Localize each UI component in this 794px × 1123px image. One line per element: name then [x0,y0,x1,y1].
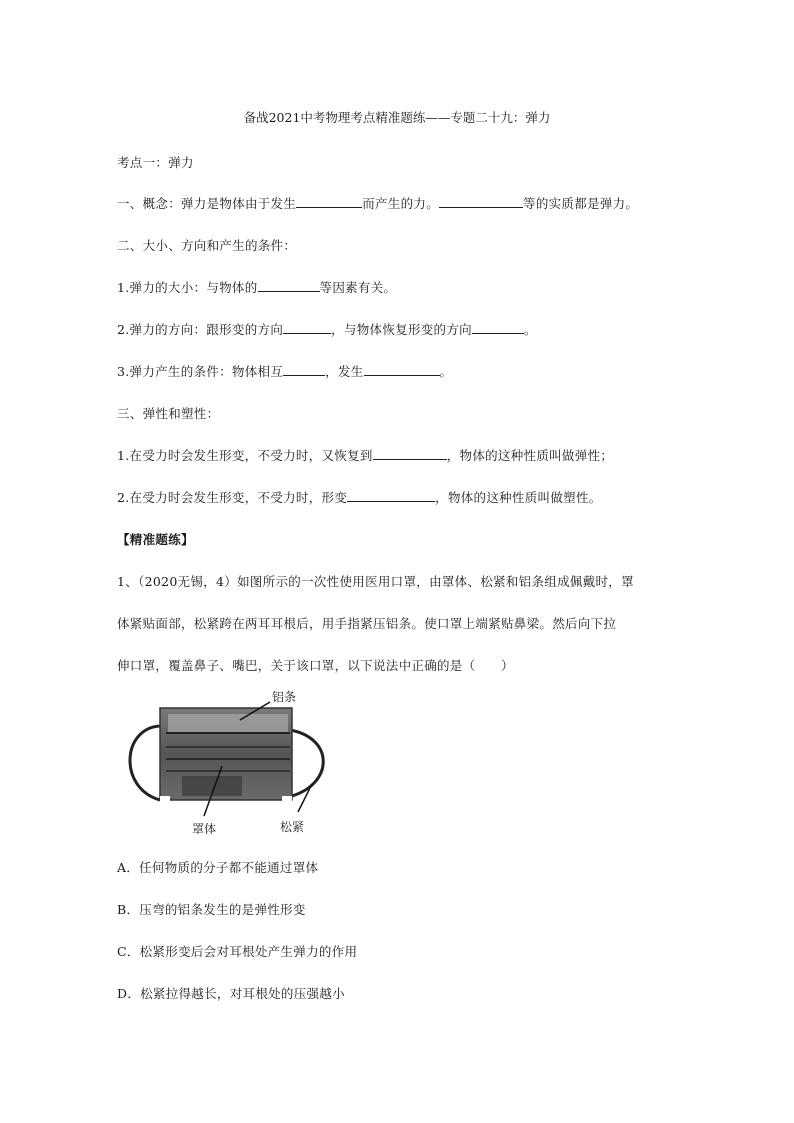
label-body: 罩体 [192,822,217,836]
fill-blank[interactable] [296,195,362,208]
label-aluminum: 铝条 [272,690,297,704]
question1-line3: 伸口罩，覆盖鼻子、嘴巴，关于该口罩，以下说法中正确的是（ ） [117,658,514,673]
concept-text-a: 一、概念：弹力是物体由于发生 [117,196,297,211]
elastic-text-b: ，物体的这种性质叫做弹性； [446,448,614,463]
mask-figure [112,688,340,840]
elastic-text-a: 1.在受力时会发生形变，不受力时，又恢复到 [117,448,373,463]
concept-text-b: 而产生的力。 [362,196,440,211]
elastic-leader [298,784,312,812]
question1-line2: 体紧贴面部，松紧跨在两耳耳根后，用手指紧压铝条。使口罩上端紧贴鼻梁。然后向下拉 [117,616,617,631]
concept-line [117,194,638,212]
section3-heading: 三、弹性和塑性： [117,406,220,421]
fill-blank[interactable] [258,279,320,292]
item2-text-c: 。 [523,322,537,337]
item3-text-b: ，发生 [325,364,364,379]
section2-heading: 二、大小、方向和产生的条件： [117,238,297,253]
item3-text-a: 3.弹力产生的条件：物体相互 [117,364,284,379]
kaodian-heading: 考点一：弹力 [117,155,194,170]
plastic-line [117,488,602,506]
plastic-text-a: 2.在受力时会发生形变，不受力时，形变 [117,490,348,505]
item1-line [117,278,396,296]
plastic-text-b: ，物体的这种性质叫做塑性。 [435,490,602,505]
fill-blank[interactable] [283,321,331,334]
fill-blank[interactable] [373,447,447,460]
page-title: 备战2021中考物理考点精准题练——专题二十九：弹力 [243,110,551,125]
option-b[interactable]: B．压弯的铝条发生的是弹性形变 [117,902,306,917]
label-elastic: 松紧 [280,820,305,834]
mask-illustration [112,688,340,840]
item2-text-a: 2.弹力的方向：跟形变的方向 [117,322,284,337]
item3-text-c: 。 [439,364,453,379]
concept-text-c: 等的实质都是弹力。 [523,196,639,211]
right-ear-loop [290,730,323,796]
fill-blank[interactable] [439,195,523,208]
fill-blank[interactable] [347,489,435,502]
item1-text-a: 1.弹力的大小：与物体的 [117,280,258,295]
fill-blank[interactable] [472,321,524,334]
item2-text-b: ，与物体恢复形变的方向 [331,322,472,337]
fill-blank[interactable] [283,363,325,376]
item3-line [117,362,452,380]
elastic-line [117,446,613,464]
practice-heading: 【精准题练】 [117,532,194,547]
fill-blank[interactable] [364,363,440,376]
option-c[interactable]: C．松紧形变后会对耳根处产生弹力的作用 [117,944,358,959]
item2-line [117,320,537,338]
left-ear-loop [130,726,160,800]
option-a[interactable]: A．任何物质的分子都不能通过罩体 [117,860,319,875]
option-d[interactable]: D．松紧拉得越长，对耳根处的压强越小 [117,986,345,1001]
item1-text-b: 等因素有关。 [319,280,397,295]
question1-line1: 1、（2020无锡，4）如图所示的一次性使用医用口罩，由罩体、松紧和铝条组成佩戴时，罩 [117,574,634,589]
